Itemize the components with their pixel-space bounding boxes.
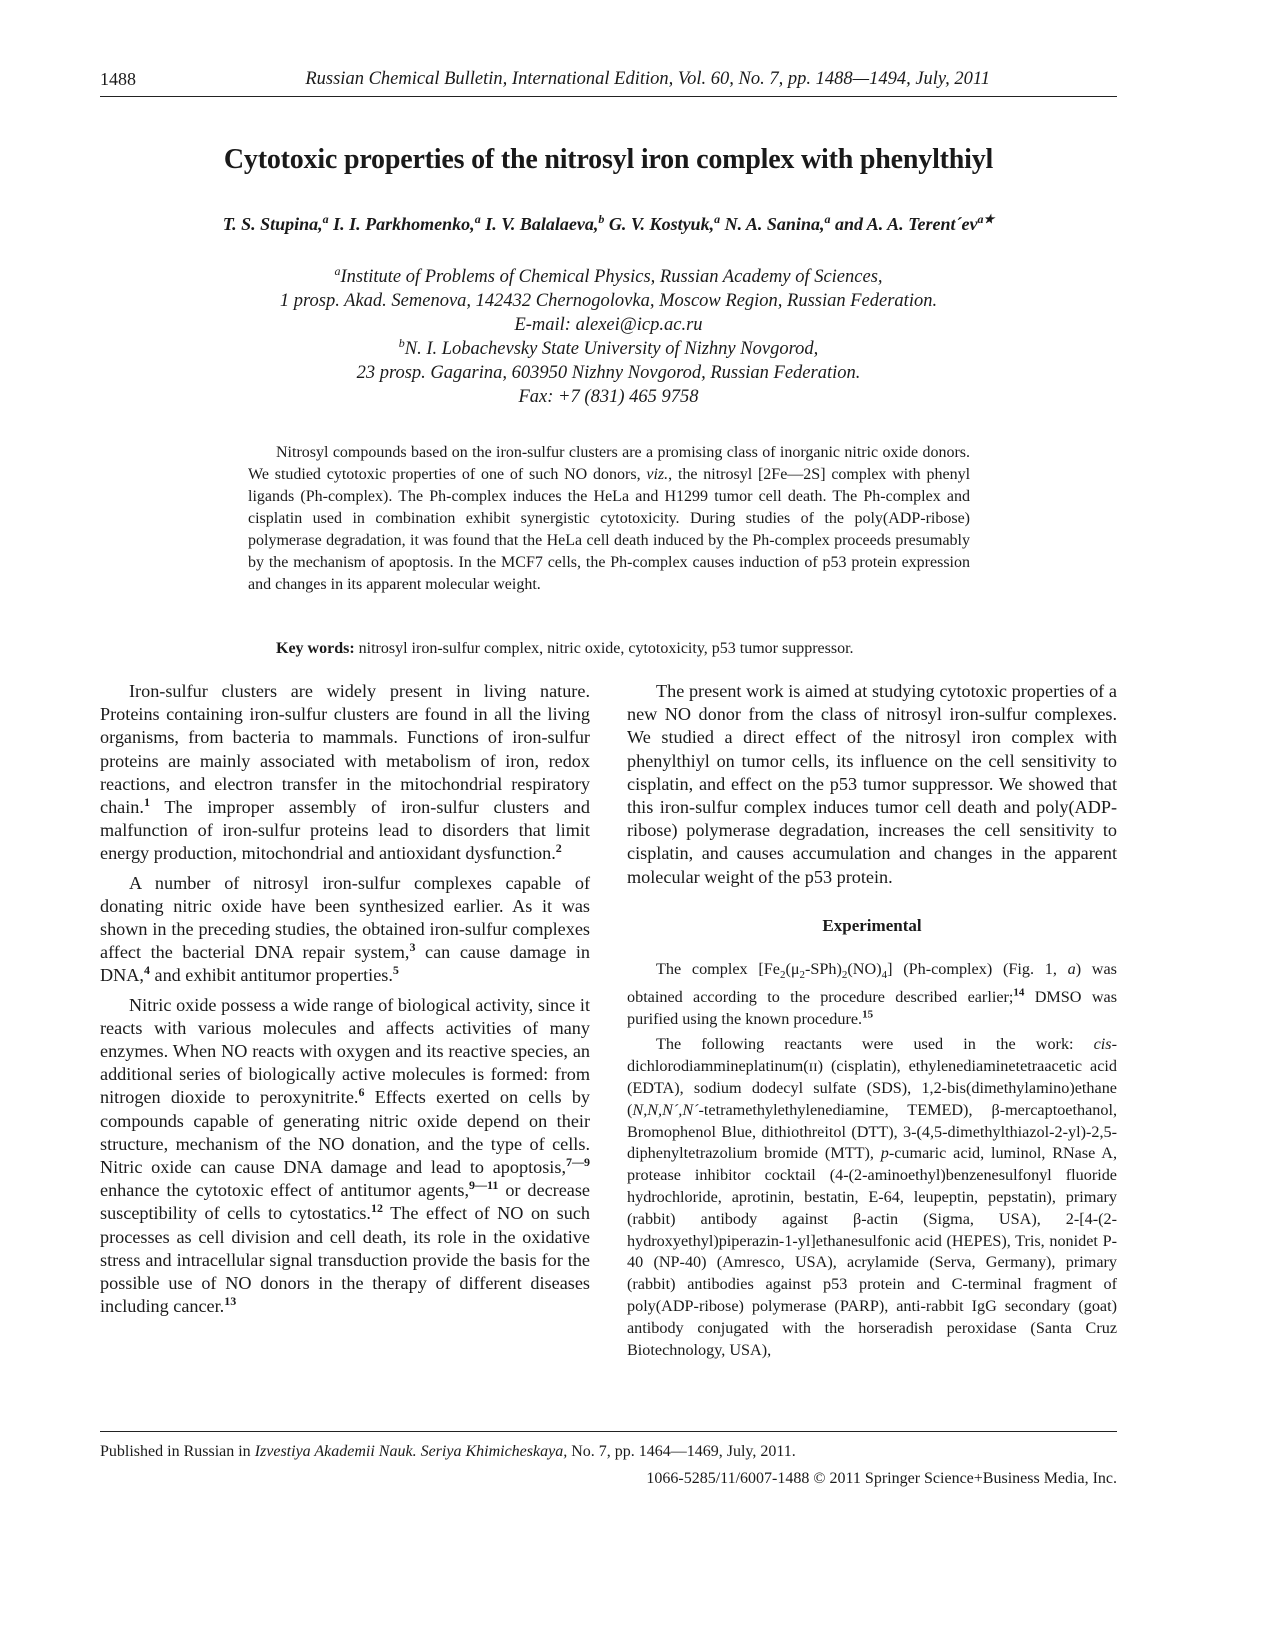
running-header bbox=[100, 68, 1117, 97]
paragraph: Iron-sulfur clusters are widely present in living nature. Proteins containing iron-sulfur clusters are found in all the living organisms, from bacteria to mammals. Functions of iron-sulfur proteins are mainly associated with metabolism of iron, redox reactions, and electron transfer in the mitochondrial respiratory chain.$^1$ The improper assembly of iron-sulfur clusters and malfunction of iron-sulfur proteins lead to disorders that limit energy production, mitochondrial and antioxidant dysfunction.$^2$ bbox=[100, 681, 590, 864]
paragraph: Nitric oxide possess a wide range of biological activity, since it reacts with various molecules and affects activities of many enzymes. When NO reacts with oxygen and its reactive species, an additional series of biologically active molecules is formed: from nitrogen dioxide to peroxynitrite.$^6$ Effects exerted on cells by compounds capable of generating nitric oxide depend on their structure, mechanism of the NO donation, and the type of cells. Nitric oxide can cause DNA damage and lead to apoptosis,$^{7—9}$ enhance the cytotoxic effect of antitumor agents,$^{9—11}$ or decrease susceptibility of cells to cytostatics.$^{12}$ The effect of NO on such processes as cell division and cell death, its role in the oxidative stress and intracellular signal transduction provide the basis for the possible use of NO donors in the therapy of different diseases including cancer.$^{13}$ bbox=[100, 994, 591, 1317]
experimental-text bbox=[627, 959, 1117, 1362]
affiliation-b-line1: $^b$N. I. Lobachevsky State University of Nizhny Novgorod, bbox=[398, 335, 819, 359]
keywords bbox=[248, 638, 970, 660]
page-number: 1488 bbox=[100, 69, 136, 89]
abstract: Nitrosyl compounds based on the iron-sulfur clusters are a promising class of inorganic nitric oxide donors. We studied cytotoxic properties of one of such NO donors, viz., the nitrosyl [2Fe—2S] complex with phenyl ligands (Ph-complex). The Ph-complex induces the HeLa and H1299 tumor cell death. The Ph-complex and cisplatin used in combination exhibit synergistic cytotoxicity. During studies of the poly(ADP-ribose) polymerase degradation, it was found that the HeLa cell death induced by the Ph-complex proceeds presumably by the mechanism of apoptosis. In the MCF7 cells, the Ph-complex causes induction of p53 protein expression and changes in its apparent molecular weight. bbox=[248, 444, 971, 593]
author: and A. A. $Terent´ev^{a★}$ bbox=[834, 212, 995, 234]
author: N. A. Sanina,$^a$ bbox=[724, 212, 831, 234]
paragraph: A number of nitrosyl iron-sulfur complexes capable of donating nitric oxide have been synthesized earlier. As it was shown in the preceding studies, the obtained iron-sulfur complexes affect the bacterial DNA repair system,$^3$ can cause damage in DNA,$^4$ and exhibit antitumor properties.$^5$ bbox=[100, 872, 590, 986]
article-title: Cytotoxic properties of the nitrosyl iron complex with phenylthiyl bbox=[223, 144, 994, 175]
paragraph: The present work is aimed at studying cytotoxic properties of a new NO donor from the class of nitrosyl iron-sulfur complexes. We studied a direct effect of the nitrosyl iron complex with phenylthiyl on tumor cells, its influence on the cell sensitivity to cisplatin, and effect on the p53 tumor suppressor. We showed that this iron-sulfur complex induces tumor cell death and poly(ADP-ribose) polymerase degradation, increases the cell sensitivity to cisplatin, and causes accumulation and changes in the apparent molecular weight of the p53 protein. bbox=[627, 681, 1117, 887]
author: G. V. Kostyuk,$^a$ bbox=[608, 212, 721, 234]
affiliation-b-fax: Fax: +7 (831) 465 9758 bbox=[518, 387, 699, 407]
right-column bbox=[627, 680, 1117, 1365]
section-heading-experimental: Experimental bbox=[822, 915, 922, 935]
affiliation-a-line1: $^a$Institute of Problems of Chemical Physics, Russian Academy of Sciences, bbox=[334, 263, 883, 287]
footer-divider bbox=[100, 1431, 1117, 1432]
affiliation-a-email: E-mail: alexei@icp.ac.ru bbox=[514, 315, 703, 335]
footer-publication-note: Published in Russian in Izvestiya Akademii Nauk. Seriya Khimicheskaya, No. 7, pp. 1464—1469, July, 2011. bbox=[100, 1443, 796, 1460]
author: I. V. Balalaeva,$^b$ bbox=[485, 212, 605, 234]
journal-citation: Russian Chemical Bulletin, International Edition, Vol. 60, No. 7, pp. 1488—1494, July, 2011 bbox=[305, 69, 990, 89]
affiliation-a-line2: 1 prosp. Akad. Semenova, 142432 Chernogolovka, Moscow Region, Russian Federation. bbox=[279, 291, 938, 311]
paragraph: The complex $[Fe_2(\mu_2-SPh)_2(NO)_4]$ (Ph-complex) (Fig. 1, a) was obtained according to the procedure described earlier;$^{14}$ DMSO was purified using the known procedure.$^{15}$ bbox=[627, 959, 1117, 1028]
affiliation-b-line2: 23 prosp. Gagarina, 603950 Nizhny Novgorod, Russian Federation. bbox=[356, 363, 861, 383]
author: T. S. Stupina,$^a$ bbox=[222, 212, 329, 234]
affiliations bbox=[100, 265, 1117, 409]
left-column bbox=[100, 680, 590, 1324]
footer-copyright: 1066-5285/11/6007-1488 © 2011 Springer Science+Business Media, Inc. bbox=[646, 1470, 1117, 1487]
paragraph: The following reactants were used in the work: cis-dichlorodiammineplatinum(ɪɪ) (cisplatin), ethylenediaminetetraacetic acid (EDTA), sodium dodecyl sulfate (SDS), 1,2-bis(dimethylamino)ethane (N,N,N´,N´-tetramethylethylenediamine, TEMED), β-mercaptoethanol, Bromophenol Blue, dithiothreitol (DTT), 3-(4,5-dimethylthiazol-2-yl)-2,5-diphenyltetrazolium bromide (MTT), p-cumaric acid, luminol, RNase A, protease inhibitor cocktail (4-(2-aminoethyl)benzenesulfonyl fluoride hydrochloride, aprotinin, bestatin, E-64, leupeptin, pepstatin), primary (rabbit) antibody against β-actin (Sigma, USA), 2-[4-(2-hydroxyethyl)piperazin-1-yl]ethanesulfonic acid (HEPES), Tris, nonidet P-40 (NP-40) (Amresco, USA), acrylamide (Serva, Germany), primary (rabbit) antibodies against p53 protein and C-terminal fragment of poly(ADP-ribose) polymerase (PARP), anti-rabbit IgG secondary (goat) antibody conjugated with the horseradish peroxidase (Santa Cruz Biotechnology, USA), bbox=[627, 1035, 1117, 1359]
keywords-label: Key words: bbox=[276, 640, 355, 657]
author: I. I. Parkhomenko,$^a$ bbox=[333, 212, 481, 234]
author-list bbox=[100, 212, 1117, 236]
keywords-text: nitrosyl iron-sulfur complex, nitric oxide, cytotoxicity, p53 tumor suppressor. bbox=[354, 640, 854, 657]
